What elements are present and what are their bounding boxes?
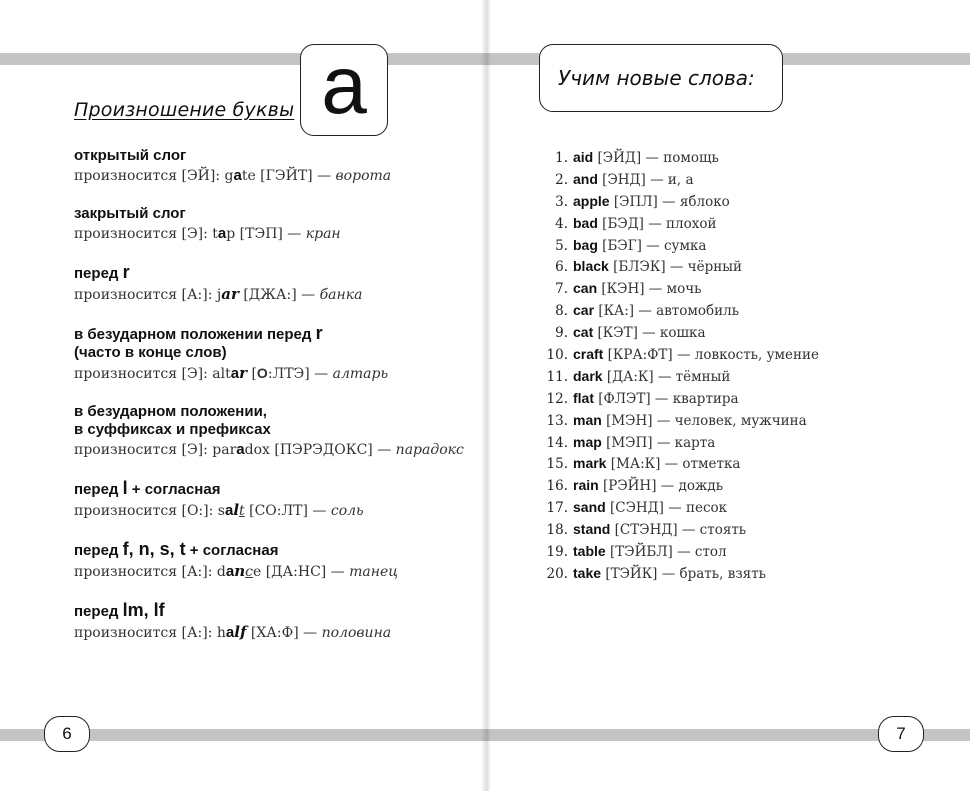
example-text: произносится [А:]: h: [74, 625, 226, 641]
vocab-translation: [СЭНД] — песок: [605, 500, 728, 517]
example-text: a: [236, 441, 245, 458]
top-divider-bar: [0, 53, 485, 65]
vocab-translation: [КА:] — автомобиль: [594, 303, 740, 320]
example-text: n: [234, 562, 246, 580]
example-text: a: [224, 502, 234, 519]
example-text: произносится [Э]: par: [74, 442, 237, 458]
vocab-item: [525, 497, 945, 519]
rule-heading-part: (часто в конце слов): [74, 344, 227, 361]
vocab-number: 14.: [546, 434, 568, 451]
vocab-number: 19.: [546, 544, 568, 561]
rule-heading-part: f, n, s, t: [122, 539, 186, 559]
vocab-word: can: [573, 280, 598, 297]
rule-example: [74, 363, 464, 384]
example-text: ar: [221, 285, 239, 303]
rule-heading-part: перед: [74, 481, 123, 498]
example-text: c: [245, 564, 253, 580]
vocab-translation: [КЭТ] — кошка: [593, 325, 706, 342]
rule-heading-part: + согласная: [185, 542, 279, 559]
page-number-text: 7: [896, 724, 906, 743]
vocab-translation: [ФЛЭТ] — квартира: [594, 390, 739, 407]
vocab-word: rain: [573, 477, 599, 494]
translation-text: банка: [319, 287, 363, 303]
letter-badge: [300, 40, 388, 136]
vocab-item: [525, 300, 945, 322]
example-text: p [ТЭП] —: [226, 226, 306, 242]
vocab-word: and: [573, 170, 598, 187]
vocab-word: stand: [573, 521, 611, 538]
rule-heading: [74, 601, 464, 621]
rule-heading: [74, 403, 464, 439]
vocab-translation: [ТЭЙК] — брать, взять: [601, 565, 767, 582]
example-text: [: [247, 366, 257, 382]
vocab-number: 17.: [546, 500, 568, 517]
rule-heading-part: lm, lf: [122, 600, 165, 620]
example-text: произносится [Э]: t: [74, 226, 218, 242]
rule-example: [74, 622, 464, 643]
example-text: dox [ПЭРЭДОКС] —: [244, 442, 396, 458]
rule-heading-line: открытый слог: [74, 147, 187, 164]
vocab-translation: [ТЭЙБЛ] — стол: [605, 544, 727, 561]
rule-example: [74, 224, 464, 244]
vocab-item: [525, 235, 945, 257]
translation-text: парадокс: [395, 442, 464, 458]
vocab-word: black: [573, 258, 609, 275]
translation-text: танец: [349, 564, 399, 580]
example-text: lf: [234, 623, 247, 641]
vocab-item: [525, 563, 945, 585]
vocab-number: 12.: [546, 390, 568, 407]
page-number: [44, 716, 90, 752]
vocab-item: [525, 453, 945, 475]
translation-text: алтарь: [332, 366, 389, 382]
vocab-item: [525, 322, 945, 344]
rule-heading-line: в безударном положении,: [74, 403, 267, 420]
vocab-number: 1.: [555, 150, 568, 166]
rule-heading-part: + согласная: [127, 481, 221, 498]
vocab-number: 3.: [555, 193, 568, 210]
rule-heading-part: перед: [74, 542, 123, 559]
rule-heading: [74, 540, 464, 560]
rule-heading: [74, 205, 464, 223]
example-text: [ДЖА:] —: [238, 287, 320, 303]
rule-heading-part: перед: [74, 603, 123, 620]
vocab-translation: [ЭПЛ] — яблоко: [609, 193, 730, 210]
rule-example: [74, 561, 464, 582]
pronunciation-rules: [74, 147, 464, 662]
rule-heading-line: закрытый слог: [74, 205, 186, 222]
example-text: te [ГЭЙТ] —: [241, 168, 336, 184]
vocab-translation: [МА:К] — отметка: [606, 456, 741, 473]
vocab-item: [525, 432, 945, 454]
rule-heading-line: в суффиксах и префиксах: [74, 421, 271, 438]
rule-heading-part: перед: [74, 265, 123, 282]
vocab-number: 6.: [555, 259, 568, 276]
vocab-item: [525, 278, 945, 300]
example-text: r: [239, 364, 247, 382]
example-text: a: [225, 563, 235, 580]
right-page: [485, 0, 970, 791]
rule-item: [74, 540, 464, 582]
rule-heading: [74, 263, 464, 283]
rule-heading: [74, 479, 464, 499]
vocab-number: 4.: [555, 215, 568, 232]
vocab-item: [525, 519, 945, 541]
vocab-list: [525, 147, 945, 585]
vocab-item: [525, 256, 945, 278]
example-text: произносится [О:]: s: [74, 503, 225, 519]
vocab-translation: [БЭД] — плохой: [597, 215, 717, 232]
rule-item: [74, 403, 464, 460]
vocab-number: 9.: [555, 325, 568, 342]
example-text: a: [230, 365, 240, 382]
vocab-translation: [ЭЙД] — помощь: [593, 150, 719, 166]
vocab-translation: [МЭН] — человек, мужчина: [601, 412, 807, 429]
vocab-number: 16.: [546, 478, 568, 495]
vocab-number: 10.: [546, 347, 568, 364]
vocab-number: 7.: [555, 281, 568, 298]
rule-example: [74, 166, 464, 186]
vocab-word: flat: [573, 389, 594, 406]
vocab-word: man: [573, 411, 602, 428]
vocab-item: [525, 541, 945, 563]
vocab-number: 13.: [546, 412, 568, 429]
vocab-translation: [СТЭНД] — стоять: [610, 522, 747, 539]
vocab-item: [525, 147, 945, 169]
vocab-translation: [КЭН] — мочь: [597, 281, 702, 298]
vocab-word: table: [573, 543, 606, 560]
vocab-word: sand: [573, 499, 606, 516]
vocab-number: 5.: [555, 237, 568, 254]
rule-heading-part: в безударном положении перед: [74, 326, 316, 343]
vocab-word: mark: [573, 455, 607, 472]
example-text: t: [239, 503, 245, 519]
vocab-number: 18.: [546, 522, 568, 539]
rule-heading-part: r: [315, 323, 323, 343]
vocab-number: 2.: [555, 171, 568, 188]
vocab-word: map: [573, 433, 602, 450]
rule-item: [74, 147, 464, 186]
example-text: произносится [ЭЙ]: g: [74, 168, 234, 184]
vocab-word: aid: [573, 149, 594, 165]
example-text: :ЛТЭ] —: [267, 366, 333, 382]
vocab-word: car: [573, 302, 595, 319]
example-text: e [ДА:НС] —: [252, 564, 350, 580]
example-text: a: [233, 167, 242, 184]
vocab-number: 8.: [555, 303, 568, 320]
rule-heading: [74, 147, 464, 165]
vocab-item: [525, 344, 945, 366]
page-number: [878, 716, 924, 752]
translation-text: половина: [321, 625, 392, 641]
rule-heading-part: r: [122, 262, 130, 282]
vocab-word: bad: [573, 214, 598, 231]
vocab-item: [525, 475, 945, 497]
rule-example: [74, 440, 464, 460]
rule-item: [74, 479, 464, 521]
vocab-item: [525, 213, 945, 235]
vocab-heading-box: [539, 44, 783, 112]
rule-item: [74, 324, 464, 384]
rule-item: [74, 601, 464, 643]
vocab-number: 20.: [546, 565, 568, 582]
rule-example: [74, 284, 464, 305]
example-text: [ХА:Ф] —: [246, 625, 322, 641]
example-text: a: [217, 225, 227, 242]
vocab-translation: [БЭГ] — сумка: [597, 237, 707, 254]
example-text: произносится [А:]: d: [74, 564, 226, 580]
example-text: [СО:ЛТ] —: [244, 503, 331, 519]
example-text: О: [256, 365, 268, 381]
vocab-translation: [МЭП] — карта: [601, 434, 716, 451]
vocab-item: [525, 366, 945, 388]
vocab-heading: Учим новые слова:: [558, 66, 755, 90]
rule-heading: [74, 324, 464, 362]
page-number-text: 6: [62, 724, 72, 743]
section-title: Произношение буквы: [74, 99, 295, 121]
translation-text: ворота: [335, 168, 392, 184]
vocab-translation: [БЛЭК] — чёрный: [608, 259, 742, 276]
example-text: произносится [Э]: alt: [74, 366, 231, 382]
example-text: произносится [А:]: j: [74, 287, 222, 303]
vocab-item: [525, 169, 945, 191]
translation-text: кран: [305, 226, 341, 242]
vocab-word: bag: [573, 236, 598, 253]
rule-heading-part: l: [122, 478, 128, 498]
vocab-word: cat: [573, 324, 594, 341]
translation-text: соль: [330, 503, 364, 519]
vocab-translation: [ЭНД] — и, а: [597, 171, 694, 188]
vocab-number: 11.: [546, 368, 568, 385]
vocab-number: 15.: [546, 456, 568, 473]
vocab-item: [525, 388, 945, 410]
letter-glyph: a: [321, 40, 367, 131]
example-text: a: [225, 624, 235, 641]
rule-example: [74, 500, 464, 521]
vocab-item: [525, 191, 945, 213]
vocab-translation: [ДА:К] — тёмный: [602, 368, 731, 385]
rule-item: [74, 205, 464, 244]
example-text: l: [233, 501, 240, 519]
vocab-translation: [КРА:ФТ] — ловкость, умение: [603, 347, 820, 364]
vocab-word: apple: [573, 192, 610, 209]
vocab-word: craft: [573, 346, 604, 363]
vocab-item: [525, 410, 945, 432]
rule-item: [74, 263, 464, 305]
book-spine: [481, 0, 491, 791]
vocab-translation: [РЭЙН] — дождь: [598, 478, 724, 495]
vocab-word: dark: [573, 367, 603, 384]
vocab-word: take: [573, 564, 602, 581]
